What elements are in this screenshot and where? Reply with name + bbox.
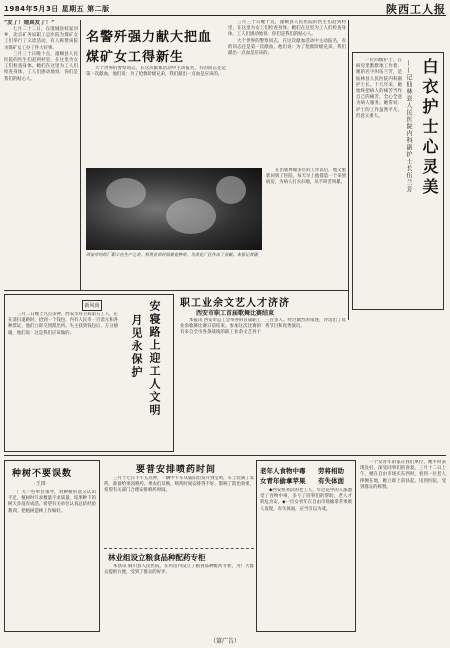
right-feature-headline: 白衣护士心灵美 (420, 58, 439, 198)
arts-text: 本报讯 西安市总工会举办的首届职工业余歌舞比赛日前结束。参加这次比赛的有来自全市各条战线的职工业余文艺骨干三百多人。经过激烈的角逐，评选出了优秀节目和优秀演员。 (180, 318, 346, 336)
arts-subhead: 西安市职工首届歌舞比赛结束 (196, 310, 275, 317)
mid-left-kicker: 新风尚 (82, 300, 102, 311)
blood-donation-continued-text: 大个世界的警察同志，在这次献血活动中主动报名，有的同志还是第一次献血，他们说：为了抢救阶级兄弟，我们献出一点血是应该的。 (228, 38, 346, 57)
lower-left-byline: ·王田· (34, 481, 48, 487)
mid-left-body (8, 312, 118, 448)
spray-headline: 要普安排喷药时间 (136, 465, 217, 475)
lower-left-headline: 种树不要误数 (12, 469, 73, 479)
blood-donation-headline: 名警歼强力献大把血 (86, 30, 213, 45)
pharmacy-headline: 林业组设立粮食品种配药专柜 (108, 553, 206, 562)
column-rule (348, 20, 349, 320)
help-headline: 劳将相助 (318, 467, 344, 475)
spray-text: 三月十七日下午五点钟，一辆中卡车从咸阳出发开到宝鸡，车上装满了农药，准备给果园喷药。果农们反映，喷药时间安排得不好，影响了防治效果，希望有关部门合理安排喷药时间。 (104, 476, 254, 494)
photo-caption: 西安市纺织厂职工在生产之余，利用业余时间栽花种草，为美化厂区作出了贡献。本报记者摄 (86, 252, 258, 257)
left-feature-text: 三月三十日晚十点，潼桐县人民医院的医生们赶到村里，在这里为女工们检查身体。她们在这里为工人们检查身体，工人们感动地说：你们是我们的贴心人。 (4, 51, 78, 82)
shame-headline: 有失体面 (318, 477, 344, 485)
right-feature-body (356, 58, 402, 306)
lower-right-right-text: 一个女青年的家在我们单位，她平时表现良好，深受同事们的喜爱。三月十二日上午，她在自由市场买东西时，看到一位老人摔倒在地，她立即上前扶起，送到医院，受到群众的称赞。 (360, 460, 446, 490)
photo-foliage (166, 198, 216, 234)
lower-right-right-body (360, 460, 446, 632)
lower-left-body (8, 490, 96, 628)
mid-right-text: 在出版界做多年的工作以后，他又重新回到了医院，每天早上他都第一个来到病房，为病人打水扫地，从不叫苦叫累。 (266, 168, 346, 186)
apple-headline: 女青年偷拿苹果 (260, 477, 306, 485)
row-rule (4, 290, 348, 291)
right-feature-subhead: ——记仙林县人民医院内科副护士长伍兰芳 (405, 60, 412, 193)
row-rule (4, 455, 446, 456)
paper-name: 陕西工人报 (386, 2, 446, 16)
left-feature-continued-text: 三月三十日晚十点，潼桐县人民医院的医生们赶到村里，在这里为女工们检查身体。她们在这里为工人们检查身体，工人们感动地说：你们是我们的贴心人。 (228, 20, 346, 38)
right-feature-text: 一位四级护士、在病房里默默地工作着，她的名字叫伍兰芳，是仙林县人民医院内科副护士长。十几年来，她始终把病人的痛苦当作自己的痛苦，全心全意为病人服务。她常说：护士的工作虽然平凡，但意义重大。 (356, 58, 402, 119)
pharmacy-body (104, 564, 254, 632)
elderly-headline: 老年人食物中毒 (260, 467, 306, 475)
left-feature-lead: 七月二十二日，在澄城县权家河乡，北京矿务局职工总医院为煤矿女工们举行了义诊活动，有人称赞该院为煤矿女工办了件大好事。 (4, 27, 78, 51)
mid-right-body (266, 168, 346, 288)
arts-body (180, 318, 346, 452)
left-feature-kicker: “发了！她真发了！” (4, 20, 55, 26)
page-footer: （第广告） (209, 638, 240, 645)
photo-foliage (106, 178, 146, 208)
arts-headline: 职工业余文艺人才济济 (180, 298, 290, 309)
left-feature-body (4, 20, 78, 288)
pharmacy-text: 本县讯 铜川县人民医院，在药房内设立了粮食品种配药专柜，为广大群众提供方便，受到了群众的好评。 (104, 564, 254, 576)
lower-left-text: 广大一些单位领导，对种树的意义认识不足，植树时只求数量不求质量，结果种下的树大多没有成活。希望有关单位认真总结经验教训，把植树造林工作做好。 (8, 490, 96, 514)
spray-body (104, 476, 254, 546)
column-rule (80, 20, 81, 290)
blood-donation-body (86, 66, 226, 166)
issue-date: 1984年5月3日 星期五 第二版 (4, 4, 110, 13)
blood-donation-text: 大个世界的警察同志，在这次献血活动中主动报名，有的同志还是第一次献血，他们说：为了抢救阶级兄弟，我们献出一点血是应该的。 (86, 66, 226, 78)
lower-right-left-text: ◆西安机务段的老工人，年过花甲的人都遭受了食物中毒，多亏了同事们的帮助，老人才转危为安。◆一位女青年在自由市场偷拿苹果被人发现，有失体面，应当引以为戒。 (260, 488, 352, 512)
lower-right-left-body (260, 488, 352, 628)
photo-foliage (216, 176, 246, 204)
mid-left-headline-2: 月见永保护 (130, 314, 143, 379)
left-feature-headline: 煤矿女工得新生 (86, 50, 185, 65)
section-divider (104, 548, 254, 549)
left-feature-continued (228, 20, 346, 166)
photo-factory-garden (86, 168, 262, 250)
mid-left-text: 三月二日晚上九点多钟，西安市环卫局第五工人，正在清扫道路时，拾到一个钱包，内有人民币一百余元和各种票证，他们立即交到派出所。失主找到钱包后，万分感谢，他们说：这是我们应该做的。 (8, 312, 118, 336)
masthead (4, 2, 446, 16)
mid-left-headline: 安寝路上迎工人文明 (148, 300, 161, 417)
